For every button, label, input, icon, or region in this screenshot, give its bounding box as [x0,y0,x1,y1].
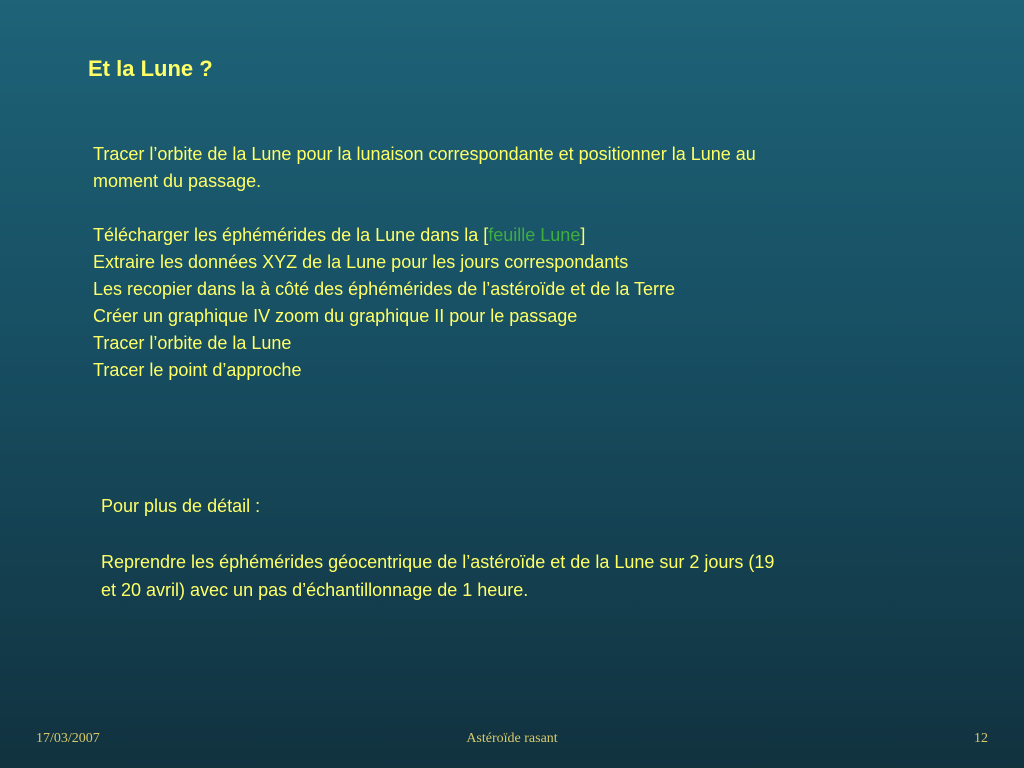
download-suffix: ] [580,225,586,245]
intro-line-2: moment du passage. [93,171,262,191]
page-number: 12 [974,731,988,746]
feuille-lune-link[interactable]: feuille Lune [488,225,581,245]
details-line-1: Reprendre les éphémérides géocentrique de l’astéroïde et de la Lune sur 2 jours (19 [101,552,775,572]
slide-title: Et la Lune ? [88,56,213,81]
details-heading: Pour plus de détail : [101,496,261,516]
download-prefix: Télécharger les éphémérides de la Lune dans la [ [93,225,489,245]
step-trace-point: Tracer le point d’approche [93,360,302,380]
spacer [93,195,973,222]
footer-date: 17/03/2007 [36,731,100,746]
spacer [101,520,981,548]
intro-line-1: Tracer l’orbite de la Lune pour la lunaison correspondante et positionner la Lune au [93,144,756,164]
step-copy: Les recopier dans la à côté des éphémérides de l’astéroïde et de la Terre [93,279,676,299]
instructions-block [93,141,973,384]
step-extract: Extraire les données XYZ de la Lune pour les jours correspondants [93,252,629,272]
details-block [101,492,981,604]
download-line [93,222,973,249]
step-create-chart: Créer un graphique IV zoom du graphique II pour le passage [93,306,578,326]
step-trace-orbit: Tracer l’orbite de la Lune [93,333,292,353]
footer-title: Astéroïde rasant [466,731,558,746]
details-line-2: et 20 avril) avec un pas d’échantillonnage de 1 heure. [101,580,529,600]
